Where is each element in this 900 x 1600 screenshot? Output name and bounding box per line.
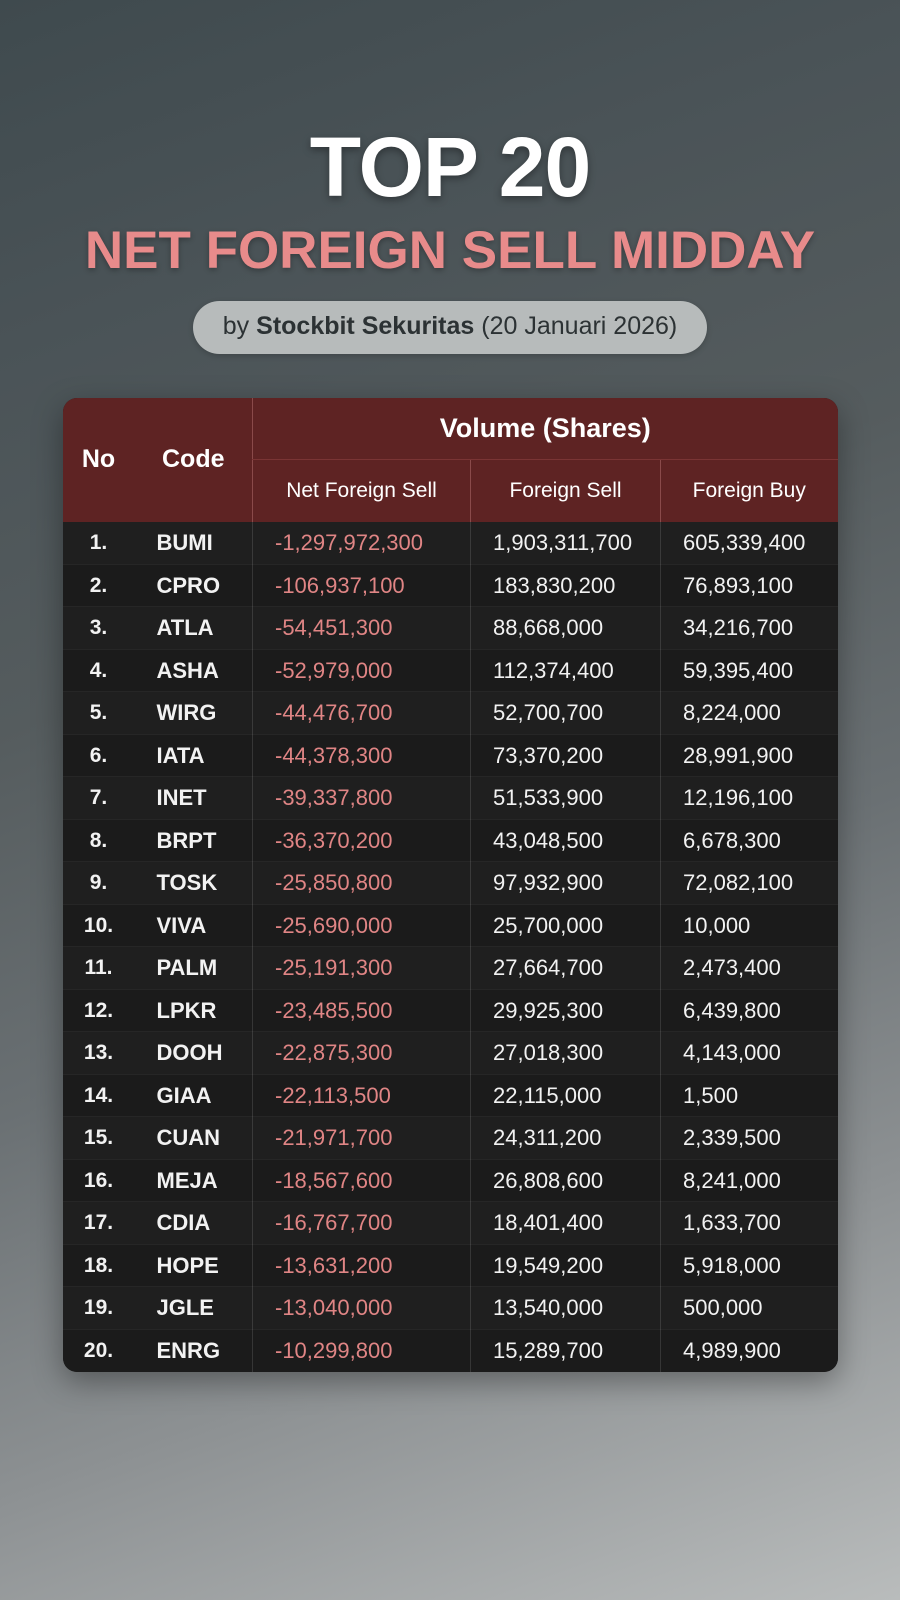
row-foreign-sell: 18,401,400 — [471, 1202, 661, 1245]
row-foreign-buy: 6,439,800 — [661, 989, 838, 1032]
row-stock-code: ATLA — [135, 607, 253, 650]
row-foreign-sell: 52,700,700 — [471, 692, 661, 735]
row-foreign-buy: 6,678,300 — [661, 819, 838, 862]
row-foreign-sell: 15,289,700 — [471, 1329, 661, 1372]
table-row — [63, 1244, 838, 1287]
row-rank: 20. — [83, 1338, 114, 1362]
table-row — [63, 692, 838, 735]
row-rank: 9. — [63, 862, 135, 905]
row-foreign-sell: 27,018,300 — [471, 1032, 661, 1075]
row-foreign-sell: 22,115,000 — [471, 1074, 661, 1117]
row-rank: 3. — [63, 607, 135, 650]
row-foreign-sell: 97,932,900 — [471, 862, 661, 905]
table-row — [63, 777, 838, 820]
row-foreign-buy: 2,473,400 — [661, 947, 838, 990]
row-rank: 7. — [63, 777, 135, 820]
row-net-foreign-sell: -39,337,800 — [253, 777, 471, 820]
attribution-pill — [193, 301, 708, 354]
row-stock-code: GIAA — [135, 1074, 253, 1117]
ranking-table-container — [63, 398, 838, 1372]
row-net-foreign-sell: -22,875,300 — [253, 1032, 471, 1075]
row-rank: 5. — [63, 692, 135, 735]
row-net-foreign-sell: -25,850,800 — [253, 862, 471, 905]
row-net-foreign-sell: -54,451,300 — [253, 607, 471, 650]
row-foreign-buy: 4,989,900 — [683, 1337, 781, 1363]
row-foreign-buy: 2,339,500 — [661, 1117, 838, 1160]
attribution-date: (20 Januari 2026) — [481, 311, 678, 340]
row-net-foreign-sell: -23,485,500 — [253, 989, 471, 1032]
table-header-row-group — [63, 398, 838, 460]
row-stock-code: VIVA — [135, 904, 253, 947]
row-foreign-buy: 605,339,400 — [661, 522, 838, 565]
attribution-by-label: by — [222, 311, 250, 340]
row-stock-code: WIRG — [135, 692, 253, 735]
row-foreign-sell: 88,668,000 — [471, 607, 661, 650]
row-net-foreign-sell: -18,567,600 — [253, 1159, 471, 1202]
row-net-foreign-sell: -13,631,200 — [253, 1244, 471, 1287]
row-foreign-buy: 76,893,100 — [661, 564, 838, 607]
row-stock-code: TOSK — [135, 862, 253, 905]
table-row — [63, 1032, 838, 1075]
row-foreign-sell: 13,540,000 — [471, 1287, 661, 1330]
row-foreign-buy: 59,395,400 — [661, 649, 838, 692]
row-rank: 15. — [63, 1117, 135, 1160]
page-subtitle: NET FOREIGN SELL MIDDAY — [84, 220, 816, 280]
row-foreign-sell: 19,549,200 — [471, 1244, 661, 1287]
ranking-table — [63, 398, 838, 1372]
row-foreign-sell: 51,533,900 — [471, 777, 661, 820]
table-row — [63, 607, 838, 650]
row-net-foreign-sell: -44,378,300 — [253, 734, 471, 777]
row-net-foreign-sell: -10,299,800 — [253, 1329, 471, 1372]
row-foreign-sell: 25,700,000 — [471, 904, 661, 947]
row-net-foreign-sell: -13,040,000 — [253, 1287, 471, 1330]
row-foreign-buy: 12,196,100 — [661, 777, 838, 820]
table-row — [63, 522, 838, 565]
row-rank: 16. — [63, 1159, 135, 1202]
row-net-foreign-sell: -52,979,000 — [253, 649, 471, 692]
row-foreign-buy: 72,082,100 — [661, 862, 838, 905]
row-rank: 6. — [63, 734, 135, 777]
row-net-foreign-sell: -36,370,200 — [253, 819, 471, 862]
row-foreign-buy: 10,000 — [661, 904, 838, 947]
table-row — [63, 1117, 838, 1160]
table-body — [63, 522, 838, 1372]
row-foreign-buy: 500,000 — [661, 1287, 838, 1330]
row-foreign-buy: 34,216,700 — [661, 607, 838, 650]
table-row — [63, 1329, 838, 1372]
poster-header — [28, 0, 872, 354]
row-stock-code: PALM — [135, 947, 253, 990]
row-stock-code: INET — [135, 777, 253, 820]
row-foreign-buy: 5,918,000 — [661, 1244, 838, 1287]
row-stock-code: HOPE — [135, 1244, 253, 1287]
row-rank: 18. — [63, 1244, 135, 1287]
row-rank: 19. — [63, 1287, 135, 1330]
table-row — [63, 862, 838, 905]
table-row — [63, 1159, 838, 1202]
row-stock-code: CPRO — [135, 564, 253, 607]
row-rank: 4. — [63, 649, 135, 692]
row-rank: 13. — [63, 1032, 135, 1075]
column-header-foreign-sell: Foreign Sell — [471, 460, 661, 522]
row-stock-code: JGLE — [135, 1287, 253, 1330]
row-stock-code: IATA — [135, 734, 253, 777]
attribution-container — [28, 301, 872, 354]
table-row — [63, 649, 838, 692]
row-rank: 8. — [63, 819, 135, 862]
table-row — [63, 564, 838, 607]
row-foreign-sell: 26,808,600 — [471, 1159, 661, 1202]
table-row — [63, 904, 838, 947]
row-rank: 2. — [63, 564, 135, 607]
column-header-foreign-buy: Foreign Buy — [661, 460, 838, 522]
row-rank: 10. — [63, 904, 135, 947]
column-group-header-volume: Volume (Shares) — [253, 398, 838, 460]
row-net-foreign-sell: -44,476,700 — [253, 692, 471, 735]
row-net-foreign-sell: -16,767,700 — [253, 1202, 471, 1245]
row-stock-code: CUAN — [135, 1117, 253, 1160]
row-foreign-sell: 27,664,700 — [471, 947, 661, 990]
row-foreign-sell: 29,925,300 — [471, 989, 661, 1032]
row-foreign-sell: 43,048,500 — [471, 819, 661, 862]
row-rank: 12. — [63, 989, 135, 1032]
row-foreign-buy: 1,500 — [661, 1074, 838, 1117]
table-row — [63, 1074, 838, 1117]
row-foreign-buy: 8,224,000 — [661, 692, 838, 735]
row-stock-code: ENRG — [135, 1329, 253, 1372]
row-rank: 14. — [63, 1074, 135, 1117]
column-header-no: No — [63, 398, 135, 522]
row-rank: 1. — [63, 522, 135, 565]
row-stock-code: LPKR — [135, 989, 253, 1032]
row-stock-code: CDIA — [135, 1202, 253, 1245]
table-row — [63, 734, 838, 777]
row-net-foreign-sell: -22,113,500 — [253, 1074, 471, 1117]
table-row — [63, 819, 838, 862]
table-row — [63, 947, 838, 990]
row-foreign-sell: 112,374,400 — [471, 649, 661, 692]
page-title: TOP 20 — [309, 120, 591, 214]
row-net-foreign-sell: -106,937,100 — [253, 564, 471, 607]
column-header-code: Code — [135, 398, 253, 522]
row-stock-code: ASHA — [135, 649, 253, 692]
row-foreign-sell: 183,830,200 — [471, 564, 661, 607]
row-net-foreign-sell: -25,191,300 — [253, 947, 471, 990]
table-row — [63, 1287, 838, 1330]
row-stock-code: DOOH — [135, 1032, 253, 1075]
row-foreign-buy: 4,143,000 — [661, 1032, 838, 1075]
attribution-brand: Stockbit Sekuritas — [256, 311, 475, 340]
row-net-foreign-sell: -21,971,700 — [253, 1117, 471, 1160]
column-header-net-foreign-sell: Net Foreign Sell — [253, 460, 471, 522]
table-row — [63, 989, 838, 1032]
table-row — [63, 1202, 838, 1245]
row-net-foreign-sell: -1,297,972,300 — [253, 522, 471, 565]
row-foreign-sell: 73,370,200 — [471, 734, 661, 777]
row-foreign-buy: 28,991,900 — [661, 734, 838, 777]
row-stock-code: MEJA — [135, 1159, 253, 1202]
row-stock-code: BRPT — [135, 819, 253, 862]
row-foreign-sell: 24,311,200 — [471, 1117, 661, 1160]
row-stock-code: BUMI — [135, 522, 253, 565]
table-header — [63, 398, 838, 522]
row-rank: 11. — [63, 947, 135, 990]
row-rank: 17. — [63, 1202, 135, 1245]
row-foreign-buy: 8,241,000 — [661, 1159, 838, 1202]
row-foreign-sell: 1,903,311,700 — [471, 522, 661, 565]
row-foreign-buy: 1,633,700 — [661, 1202, 838, 1245]
row-net-foreign-sell: -25,690,000 — [253, 904, 471, 947]
